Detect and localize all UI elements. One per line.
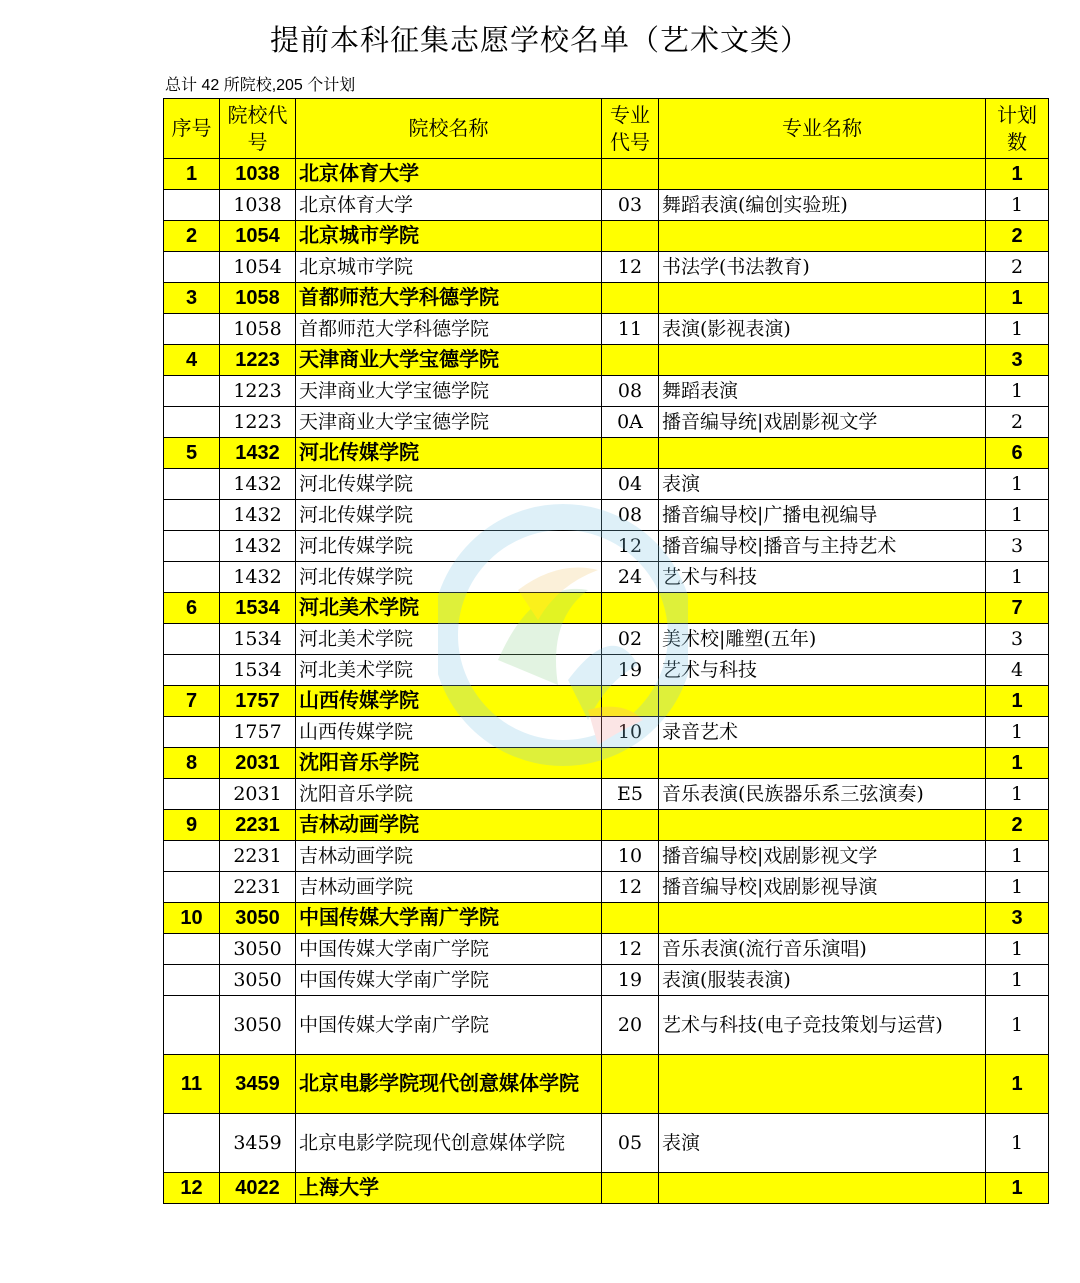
school-code-cell: 1432 [220, 531, 296, 562]
plan-cell: 1 [986, 779, 1049, 810]
school-name-cell: 沈阳音乐学院 [296, 748, 602, 779]
major-code-cell: 11 [602, 314, 659, 345]
school-code-cell: 3459 [220, 1055, 296, 1114]
plan-cell: 1 [986, 159, 1049, 190]
school-name-cell: 天津商业大学宝德学院 [296, 407, 602, 438]
school-code-cell: 3050 [220, 965, 296, 996]
major-code-cell [602, 1055, 659, 1114]
major-name-cell [659, 438, 986, 469]
school-code-cell: 1432 [220, 500, 296, 531]
school-code-cell: 1054 [220, 221, 296, 252]
plan-cell: 1 [986, 717, 1049, 748]
plan-cell: 3 [986, 624, 1049, 655]
major-name-cell [659, 686, 986, 717]
seq-cell [164, 407, 220, 438]
major-row [164, 190, 1049, 221]
seq-cell [164, 376, 220, 407]
major-row [164, 376, 1049, 407]
seq-cell: 12 [164, 1173, 220, 1204]
major-code-cell: 03 [602, 190, 659, 221]
major-row [164, 469, 1049, 500]
school-name-cell: 天津商业大学宝德学院 [296, 376, 602, 407]
major-code-cell [602, 283, 659, 314]
school-row [164, 345, 1049, 376]
major-code-cell [602, 748, 659, 779]
plan-cell: 3 [986, 345, 1049, 376]
school-code-cell: 2231 [220, 841, 296, 872]
major-code-cell: 02 [602, 624, 659, 655]
school-name-cell: 沈阳音乐学院 [296, 779, 602, 810]
school-name-cell: 首都师范大学科德学院 [296, 283, 602, 314]
major-code-cell: 20 [602, 996, 659, 1055]
seq-cell: 5 [164, 438, 220, 469]
school-code-cell: 1757 [220, 686, 296, 717]
school-code-cell: 4022 [220, 1173, 296, 1204]
major-name-cell: 艺术与科技 [659, 655, 986, 686]
school-code-cell: 1432 [220, 438, 296, 469]
seq-cell: 1 [164, 159, 220, 190]
school-code-cell: 2031 [220, 779, 296, 810]
major-name-cell [659, 221, 986, 252]
major-row [164, 934, 1049, 965]
school-name-cell: 北京体育大学 [296, 159, 602, 190]
major-row [164, 531, 1049, 562]
header-major-code: 专业代号 [602, 99, 659, 159]
plan-cell: 1 [986, 283, 1049, 314]
plan-cell: 2 [986, 407, 1049, 438]
school-code-cell: 1054 [220, 252, 296, 283]
plan-cell: 2 [986, 252, 1049, 283]
header-plan: 计划数 [986, 99, 1049, 159]
plan-cell: 6 [986, 438, 1049, 469]
school-name-cell: 河北传媒学院 [296, 531, 602, 562]
school-code-cell: 1757 [220, 717, 296, 748]
school-row [164, 221, 1049, 252]
plan-cell: 1 [986, 1114, 1049, 1173]
plan-cell: 1 [986, 996, 1049, 1055]
header-seq: 序号 [164, 99, 220, 159]
major-name-cell [659, 903, 986, 934]
seq-cell [164, 500, 220, 531]
major-row [164, 779, 1049, 810]
school-name-cell: 北京电影学院现代创意媒体学院 [296, 1114, 602, 1173]
seq-cell [164, 996, 220, 1055]
school-row [164, 159, 1049, 190]
school-name-cell: 天津商业大学宝德学院 [296, 345, 602, 376]
school-name-cell: 河北传媒学院 [296, 469, 602, 500]
major-row [164, 841, 1049, 872]
plan-cell: 2 [986, 810, 1049, 841]
major-code-cell: 0A [602, 407, 659, 438]
major-name-cell [659, 810, 986, 841]
seq-cell [164, 779, 220, 810]
plan-cell: 1 [986, 500, 1049, 531]
major-name-cell [659, 1055, 986, 1114]
plan-cell: 1 [986, 314, 1049, 345]
school-code-cell: 1534 [220, 593, 296, 624]
school-row [164, 1173, 1049, 1204]
school-name-cell: 中国传媒大学南广学院 [296, 996, 602, 1055]
major-name-cell [659, 1173, 986, 1204]
seq-cell: 2 [164, 221, 220, 252]
seq-cell [164, 717, 220, 748]
seq-cell [164, 934, 220, 965]
table-body [164, 159, 1049, 1204]
major-row [164, 1114, 1049, 1173]
school-row [164, 810, 1049, 841]
table-header-row [164, 99, 1049, 159]
school-name-cell: 中国传媒大学南广学院 [296, 965, 602, 996]
school-name-cell: 北京城市学院 [296, 221, 602, 252]
school-code-cell: 1223 [220, 376, 296, 407]
plan-cell: 1 [986, 841, 1049, 872]
seq-cell [164, 624, 220, 655]
seq-cell [164, 872, 220, 903]
major-name-cell: 播音编导校|戏剧影视导演 [659, 872, 986, 903]
major-code-cell: 04 [602, 469, 659, 500]
major-row [164, 314, 1049, 345]
major-row [164, 562, 1049, 593]
seq-cell: 11 [164, 1055, 220, 1114]
major-code-cell: 10 [602, 717, 659, 748]
school-row [164, 593, 1049, 624]
major-name-cell: 播音编导校|播音与主持艺术 [659, 531, 986, 562]
major-row [164, 965, 1049, 996]
major-name-cell [659, 159, 986, 190]
major-row [164, 717, 1049, 748]
plan-cell: 1 [986, 748, 1049, 779]
school-code-cell: 1534 [220, 624, 296, 655]
major-code-cell [602, 345, 659, 376]
seq-cell: 4 [164, 345, 220, 376]
school-row [164, 1055, 1049, 1114]
school-row [164, 283, 1049, 314]
major-code-cell [602, 438, 659, 469]
school-code-cell: 2031 [220, 748, 296, 779]
school-code-cell: 1058 [220, 314, 296, 345]
major-code-cell [602, 593, 659, 624]
school-name-cell: 河北传媒学院 [296, 500, 602, 531]
major-name-cell: 表演(服装表演) [659, 965, 986, 996]
major-code-cell [602, 686, 659, 717]
school-code-cell: 1038 [220, 159, 296, 190]
school-name-cell: 吉林动画学院 [296, 872, 602, 903]
school-code-cell: 1223 [220, 407, 296, 438]
header-school-name: 院校名称 [296, 99, 602, 159]
plan-cell: 7 [986, 593, 1049, 624]
seq-cell [164, 1114, 220, 1173]
major-code-cell: 12 [602, 934, 659, 965]
school-name-cell: 河北美术学院 [296, 655, 602, 686]
seq-cell [164, 252, 220, 283]
major-code-cell: 10 [602, 841, 659, 872]
major-row [164, 996, 1049, 1055]
seq-cell: 6 [164, 593, 220, 624]
major-name-cell [659, 748, 986, 779]
school-name-cell: 吉林动画学院 [296, 810, 602, 841]
school-name-cell: 上海大学 [296, 1173, 602, 1204]
major-code-cell [602, 903, 659, 934]
major-name-cell: 艺术与科技(电子竞技策划与运营) [659, 996, 986, 1055]
school-list-table [163, 98, 1049, 1204]
plan-cell: 4 [986, 655, 1049, 686]
major-name-cell: 录音艺术 [659, 717, 986, 748]
school-code-cell: 1432 [220, 469, 296, 500]
major-name-cell: 表演 [659, 469, 986, 500]
seq-cell [164, 469, 220, 500]
major-row [164, 252, 1049, 283]
plan-cell: 1 [986, 934, 1049, 965]
plan-cell: 1 [986, 1173, 1049, 1204]
seq-cell [164, 965, 220, 996]
school-code-cell: 1038 [220, 190, 296, 221]
page-title: 提前本科征集志愿学校名单（艺术文类） [269, 23, 810, 57]
school-name-cell: 河北美术学院 [296, 593, 602, 624]
seq-cell [164, 655, 220, 686]
major-code-cell [602, 159, 659, 190]
seq-cell [164, 841, 220, 872]
school-row [164, 438, 1049, 469]
major-name-cell: 音乐表演(流行音乐演唱) [659, 934, 986, 965]
school-name-cell: 中国传媒大学南广学院 [296, 934, 602, 965]
major-name-cell [659, 593, 986, 624]
major-name-cell: 舞蹈表演 [659, 376, 986, 407]
school-code-cell: 3050 [220, 934, 296, 965]
school-name-cell: 北京体育大学 [296, 190, 602, 221]
school-row [164, 686, 1049, 717]
major-code-cell: 12 [602, 531, 659, 562]
seq-cell [164, 190, 220, 221]
school-name-cell: 河北传媒学院 [296, 562, 602, 593]
plan-cell: 1 [986, 562, 1049, 593]
school-code-cell: 1058 [220, 283, 296, 314]
major-code-cell: 08 [602, 500, 659, 531]
school-name-cell: 中国传媒大学南广学院 [296, 903, 602, 934]
major-code-cell: 19 [602, 965, 659, 996]
major-name-cell: 播音编导统|戏剧影视文学 [659, 407, 986, 438]
major-code-cell: E5 [602, 779, 659, 810]
major-row [164, 872, 1049, 903]
major-name-cell: 美术校|雕塑(五年) [659, 624, 986, 655]
plan-cell: 1 [986, 469, 1049, 500]
school-code-cell: 1223 [220, 345, 296, 376]
major-code-cell [602, 1173, 659, 1204]
major-code-cell [602, 810, 659, 841]
major-code-cell: 08 [602, 376, 659, 407]
school-code-cell: 3050 [220, 903, 296, 934]
major-row [164, 624, 1049, 655]
plan-cell: 1 [986, 686, 1049, 717]
seq-cell: 7 [164, 686, 220, 717]
summary-text: 总计 42 所院校,205 个计划 [165, 77, 356, 94]
major-name-cell: 表演 [659, 1114, 986, 1173]
school-code-cell: 2231 [220, 810, 296, 841]
major-row [164, 655, 1049, 686]
major-code-cell [602, 221, 659, 252]
plan-cell: 1 [986, 376, 1049, 407]
major-code-cell: 19 [602, 655, 659, 686]
major-name-cell: 音乐表演(民族器乐系三弦演奏) [659, 779, 986, 810]
plan-cell: 1 [986, 1055, 1049, 1114]
plan-cell: 3 [986, 531, 1049, 562]
major-name-cell: 表演(影视表演) [659, 314, 986, 345]
seq-cell [164, 314, 220, 345]
plan-cell: 1 [986, 872, 1049, 903]
major-name-cell: 播音编导校|戏剧影视文学 [659, 841, 986, 872]
header-school-code: 院校代号 [220, 99, 296, 159]
seq-cell: 9 [164, 810, 220, 841]
school-name-cell: 北京城市学院 [296, 252, 602, 283]
seq-cell [164, 562, 220, 593]
seq-cell [164, 531, 220, 562]
major-code-cell: 12 [602, 252, 659, 283]
school-code-cell: 3459 [220, 1114, 296, 1173]
school-name-cell: 北京电影学院现代创意媒体学院 [296, 1055, 602, 1114]
major-name-cell: 书法学(书法教育) [659, 252, 986, 283]
school-name-cell: 吉林动画学院 [296, 841, 602, 872]
major-code-cell: 24 [602, 562, 659, 593]
major-row [164, 500, 1049, 531]
school-name-cell: 山西传媒学院 [296, 717, 602, 748]
header-major-name: 专业名称 [659, 99, 986, 159]
plan-cell: 1 [986, 190, 1049, 221]
school-code-cell: 2231 [220, 872, 296, 903]
school-name-cell: 河北美术学院 [296, 624, 602, 655]
school-name-cell: 山西传媒学院 [296, 686, 602, 717]
seq-cell: 3 [164, 283, 220, 314]
school-name-cell: 首都师范大学科德学院 [296, 314, 602, 345]
plan-cell: 2 [986, 221, 1049, 252]
plan-cell: 3 [986, 903, 1049, 934]
plan-cell: 1 [986, 965, 1049, 996]
major-name-cell: 播音编导校|广播电视编导 [659, 500, 986, 531]
school-code-cell: 1534 [220, 655, 296, 686]
seq-cell: 8 [164, 748, 220, 779]
major-code-cell: 05 [602, 1114, 659, 1173]
major-name-cell: 艺术与科技 [659, 562, 986, 593]
major-name-cell [659, 345, 986, 376]
school-row [164, 748, 1049, 779]
major-name-cell [659, 283, 986, 314]
school-row [164, 903, 1049, 934]
major-name-cell: 舞蹈表演(编创实验班) [659, 190, 986, 221]
school-code-cell: 1432 [220, 562, 296, 593]
school-name-cell: 河北传媒学院 [296, 438, 602, 469]
school-code-cell: 3050 [220, 996, 296, 1055]
seq-cell: 10 [164, 903, 220, 934]
major-row [164, 407, 1049, 438]
major-code-cell: 12 [602, 872, 659, 903]
